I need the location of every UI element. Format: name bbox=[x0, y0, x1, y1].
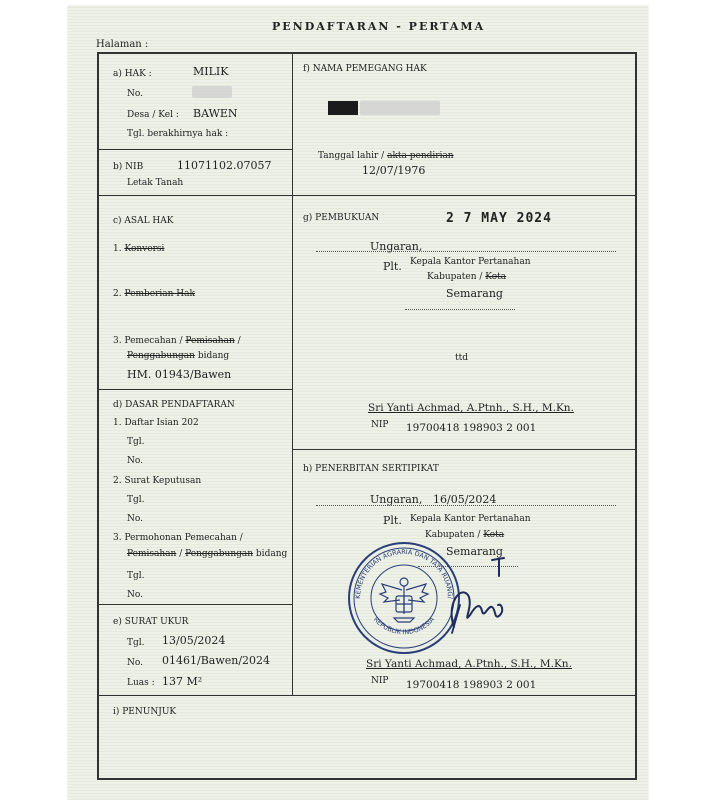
row-divider bbox=[293, 449, 635, 450]
asal-hak-item-1-num: 1. bbox=[113, 244, 122, 254]
penunjuk-label: i) PENUNJUK bbox=[113, 707, 177, 717]
tgl-berakhir-label: Tgl. berakhirnya hak : bbox=[127, 129, 229, 139]
luas-label: Luas : bbox=[127, 678, 155, 688]
dotted-line bbox=[316, 251, 616, 252]
pembukuan-city: Semarang bbox=[446, 287, 503, 300]
hak-no-label: No. bbox=[127, 89, 143, 99]
asal-hak-item-3-line-2: Penggabungan bidang bbox=[127, 351, 230, 361]
nib-label: b) NIB bbox=[113, 162, 144, 172]
hak-value: MILIK bbox=[193, 65, 229, 78]
row-divider bbox=[98, 695, 635, 696]
row-divider bbox=[98, 389, 293, 390]
dotted-line bbox=[405, 309, 515, 310]
dotted-line bbox=[316, 505, 616, 506]
redacted-name bbox=[328, 101, 358, 115]
surat-ukur-label: e) SURAT UKUR bbox=[113, 617, 189, 627]
pembukuan-label: g) PEMBUKUAN bbox=[303, 213, 380, 223]
row-divider bbox=[98, 604, 293, 605]
asal-hak-value: HM. 01943/Bawen bbox=[127, 368, 232, 381]
row-divider bbox=[98, 195, 635, 196]
asal-hak-item-1-text: Konversi bbox=[124, 244, 165, 254]
pembukuan-kepala: Kepala Kantor Pertanahan bbox=[410, 257, 531, 267]
luas-value: 137 M² bbox=[162, 675, 203, 688]
asal-hak-item-2-text: Pemberian Hak bbox=[124, 289, 195, 299]
seal-bottom-text: REPUBLIK INDONESIA bbox=[371, 615, 437, 637]
penerbitan-official-name: Sri Yanti Achmad, A.Ptnh., S.H., M.Kn. bbox=[366, 658, 572, 670]
dasar-item-1: 1. Daftar Isian 202 bbox=[113, 418, 199, 428]
pembukuan-nip-value: 19700418 198903 2 001 bbox=[406, 422, 537, 434]
penerbitan-nip-label: NIP bbox=[371, 676, 389, 686]
pembukuan-place: Ungaran, bbox=[370, 240, 423, 253]
dasar-item-3-line-2: Pemisahan / Penggabungan bidang bbox=[127, 549, 288, 559]
dasar-item-3-tgl: Tgl. bbox=[127, 571, 145, 581]
desa-label: Desa / Kel : bbox=[127, 110, 179, 120]
dasar-item-2-no: No. bbox=[127, 514, 143, 524]
dasar-pendaftaran-label: d) DASAR PENDAFTARAN bbox=[113, 400, 235, 410]
penerbitan-nip-value: 19700418 198903 2 001 bbox=[406, 679, 537, 691]
halaman-label: Halaman : bbox=[96, 39, 149, 50]
asal-hak-item-1 bbox=[113, 244, 164, 254]
surat-ukur-no-value: 01461/Bawen/2024 bbox=[162, 654, 271, 667]
penggabungan-struck: Penggabungan bbox=[127, 351, 195, 361]
dasar-item-1-tgl: Tgl. bbox=[127, 437, 145, 447]
page-title: PENDAFTARAN - PERTAMA bbox=[272, 20, 486, 33]
signature-mark bbox=[440, 575, 510, 635]
pembukuan-official-name: Sri Yanti Achmad, A.Ptnh., S.H., M.Kn. bbox=[368, 402, 574, 414]
pembukuan-plt: Plt. bbox=[383, 260, 402, 273]
asal-hak-item-2 bbox=[113, 289, 195, 299]
penerbitan-kepala: Kepala Kantor Pertanahan bbox=[410, 514, 531, 524]
nama-pemegang-label: f) NAMA PEMEGANG HAK bbox=[303, 64, 427, 74]
penerbitan-plt: Plt. bbox=[383, 514, 402, 527]
ttd-mark: ttd bbox=[455, 353, 468, 363]
pembukuan-stamp-date: 2 7 MAY 2024 bbox=[446, 211, 552, 226]
penerbitan-place: Ungaran, bbox=[370, 493, 423, 506]
dasar-item-2: 2. Surat Keputusan bbox=[113, 476, 202, 486]
surat-ukur-tgl-value: 13/05/2024 bbox=[162, 634, 226, 647]
dasar-item-3-no: No. bbox=[127, 590, 143, 600]
row-divider bbox=[98, 149, 293, 150]
garuda-emblem-icon bbox=[380, 578, 428, 622]
pemisahan-struck: Pemisahan bbox=[185, 336, 235, 346]
redacted-hak-number bbox=[192, 86, 232, 98]
surat-ukur-tgl-label: Tgl. bbox=[127, 638, 145, 648]
nib-value: 11071102.07057 bbox=[177, 159, 272, 172]
tanggal-lahir-value: 12/07/1976 bbox=[362, 164, 426, 177]
asal-hak-item-3-line-1: 3. Pemecahan / Pemisahan / bbox=[113, 336, 241, 346]
penerbitan-city: Semarang bbox=[446, 545, 503, 558]
seal-top-text: KEMENTERIAN AGRARIA DAN TATA RUANG/ bbox=[353, 547, 455, 599]
desa-value: BAWEN bbox=[193, 107, 238, 120]
tick-mark bbox=[490, 556, 508, 580]
penerbitan-date: 16/05/2024 bbox=[433, 493, 497, 506]
penerbitan-kabupaten: Kabupaten / Kota bbox=[425, 530, 505, 540]
dasar-item-3-line-1: 3. Permohonan Pemecahan / bbox=[113, 533, 243, 543]
asal-hak-item-2-num: 2. bbox=[113, 289, 122, 299]
hak-label: a) HAK : bbox=[113, 69, 152, 79]
pembukuan-nip-label: NIP bbox=[371, 420, 389, 430]
tanggal-lahir-label: Tanggal lahir / akta pendirian bbox=[318, 151, 454, 161]
redacted-name-blur bbox=[360, 101, 440, 115]
asal-hak-label: c) ASAL HAK bbox=[113, 216, 174, 226]
surat-ukur-no-label: No. bbox=[127, 658, 143, 668]
pembukuan-kabupaten: Kabupaten / Kota bbox=[427, 272, 507, 282]
dasar-item-1-no: No. bbox=[127, 456, 143, 466]
letak-tanah-label: Letak Tanah bbox=[127, 178, 184, 188]
penerbitan-label: h) PENERBITAN SERTIPIKAT bbox=[303, 464, 439, 474]
dasar-item-2-tgl: Tgl. bbox=[127, 495, 145, 505]
